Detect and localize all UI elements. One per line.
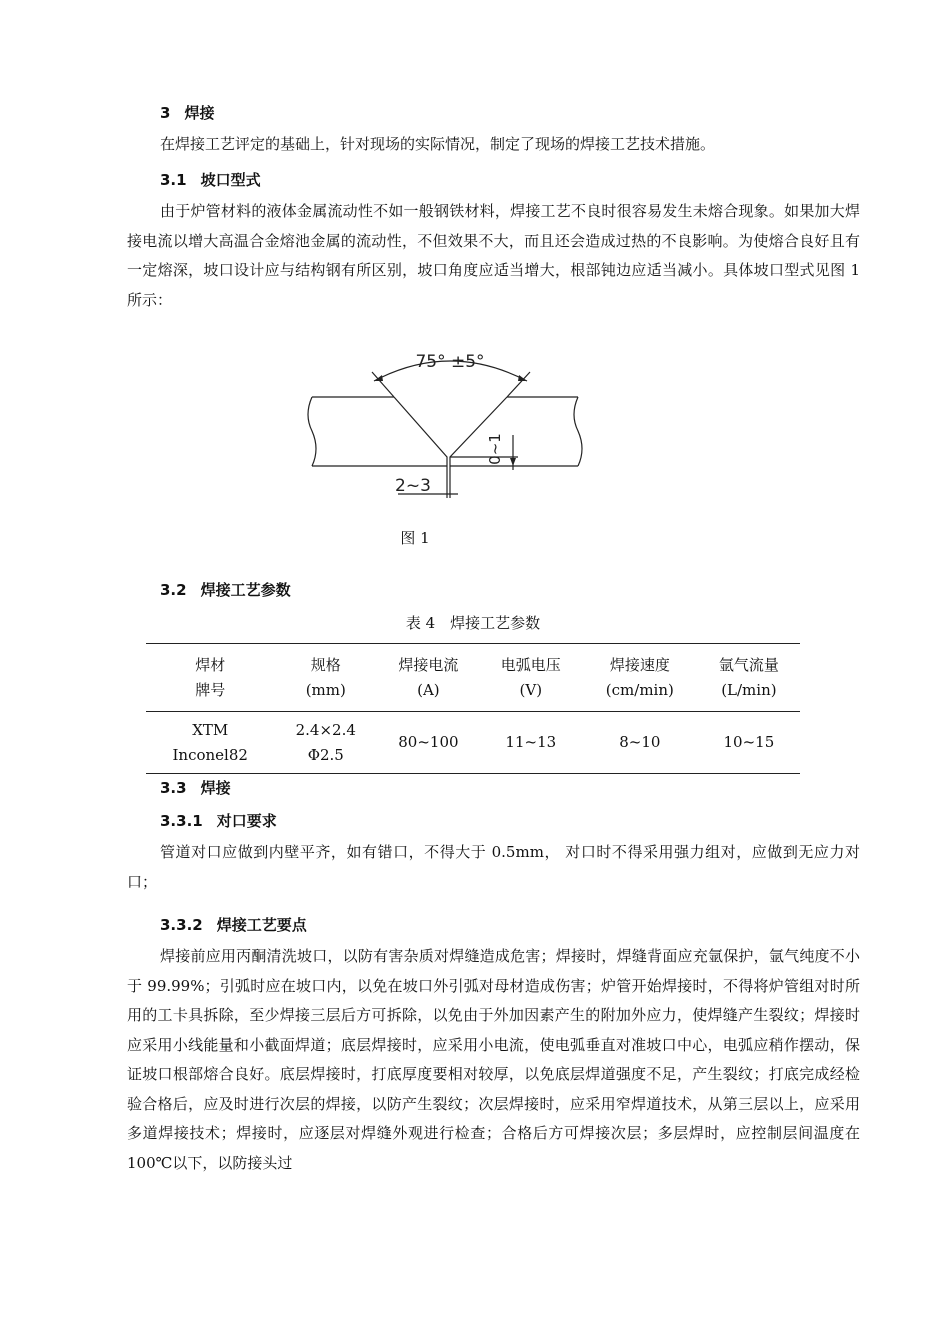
- spec-cell: 2.4×2.4 Φ2.5: [295, 720, 356, 764]
- left-bevel-face: [394, 397, 447, 466]
- section-title: 焊接工艺参数: [200, 581, 291, 599]
- table-row: [146, 712, 800, 774]
- section-number: 3.2: [160, 581, 187, 599]
- figure-caption: 图 1: [400, 529, 430, 547]
- section-number: 3.3.2: [160, 916, 203, 934]
- section-number: 3: [160, 104, 171, 122]
- voltage-cell: 11~13: [505, 733, 557, 751]
- argon-cell: 10~15: [723, 733, 775, 751]
- root-label: 0~1: [486, 433, 504, 465]
- header-cell: 焊接速度 (cm/min): [605, 655, 674, 699]
- gap-label: 2~3: [395, 476, 431, 496]
- section-number: 3.3: [160, 779, 187, 797]
- header-cell: 氩气流量 (L/min): [718, 655, 779, 699]
- angle-label: 75° ±5°: [415, 352, 485, 372]
- section-title: 坡口型式: [200, 171, 261, 189]
- current-cell: 80~100: [398, 733, 459, 751]
- right-angle-extension: [507, 372, 530, 397]
- section-title: 焊接: [184, 104, 215, 122]
- section-number: 3.1: [160, 171, 187, 189]
- section-3-3-1-heading: [160, 811, 277, 831]
- paragraph-3-3-2: 焊接前应用丙酮清洗坡口，以防有害杂质对焊缝造成危害；焊接时，焊缝背面应充氩保护，氩气纯度不小于 99.99%；引弧时应在坡口内，以免在坡口外引弧对母材造成伤害；炉管开始焊接时，不得将炉管组对时所用的工卡具拆除，至少焊接三层后方可拆除，以免由于外加因素产生的附加外应力，使焊缝产生裂纹；焊接时应采用小线能量和小截面焊道；底层焊接时，应采用小电流，使电弧垂直对准坡口中心，电弧应稍作摆动，保证坡口根部熔合良好。底层焊接时，打底厚度要相对较厚，以免底层焊道强度不足，产生裂纹；打底完成经检验合格后，应及时进行次层的焊接，以防产生裂纹；次层焊接时，应采用窄焊道技术，从第三层以上，应采用多道焊接技术；焊接时，应逐层对焊缝外观进行检查；合格后方可焊接次层；多层焊时，应控制层间温度在 100℃以下，以防接头过: [127, 947, 860, 1172]
- root-arrow: [510, 458, 516, 466]
- welding-parameters-table: [146, 643, 800, 774]
- header-cell: 焊材 牌号: [195, 655, 226, 699]
- section-title: 焊接: [200, 779, 231, 797]
- material-cell: XTM Inconel82: [172, 720, 248, 764]
- speed-cell: 8~10: [619, 733, 661, 751]
- paragraph-3-1: 由于炉管材料的液体金属流动性不如一般钢铁材料，焊接工艺不良时很容易发生未熔合现象。如果加大焊接电流以增大高温合金熔池金属的流动性，不但效果不大，而且还会造成过热的不良影响。为使熔合良好且有一定熔深，坡口设计应与结构钢有所区别，坡口角度应适当增大，根部钝边应适当减小。具体坡口型式见图 1 所示：: [127, 202, 860, 309]
- table-caption: 表 4 焊接工艺参数: [405, 614, 541, 632]
- header-cell: 电弧电压 (V): [500, 655, 561, 699]
- header-cell: 规格 (mm): [305, 655, 346, 699]
- header-cell: 焊接电流 (A): [398, 655, 459, 699]
- section-3-heading: [160, 103, 214, 123]
- intro-paragraph: 在焊接工艺评定的基础上，针对现场的实际情况，制定了现场的焊接工艺技术措施。: [160, 135, 716, 153]
- left-angle-extension: [372, 372, 394, 397]
- section-title: 对口要求: [216, 812, 277, 830]
- left-plate-break-line: [308, 397, 316, 466]
- table-header-row: [146, 644, 800, 712]
- paragraph-3-3-1: 管道对口应做到内壁平齐，如有错口，不得大于 0.5mm， 对口时不得采用强力组对，应做到无应力对口；: [127, 843, 860, 891]
- section-title: 焊接工艺要点: [216, 916, 307, 934]
- section-3-2-heading: [160, 580, 291, 600]
- section-number: 3.3.1: [160, 812, 203, 830]
- right-plate-break-line: [574, 397, 582, 466]
- section-3-3-2-heading: [160, 915, 307, 935]
- groove-figure: [300, 345, 590, 505]
- section-3-3-heading: [160, 778, 231, 798]
- section-3-1-heading: [160, 170, 261, 190]
